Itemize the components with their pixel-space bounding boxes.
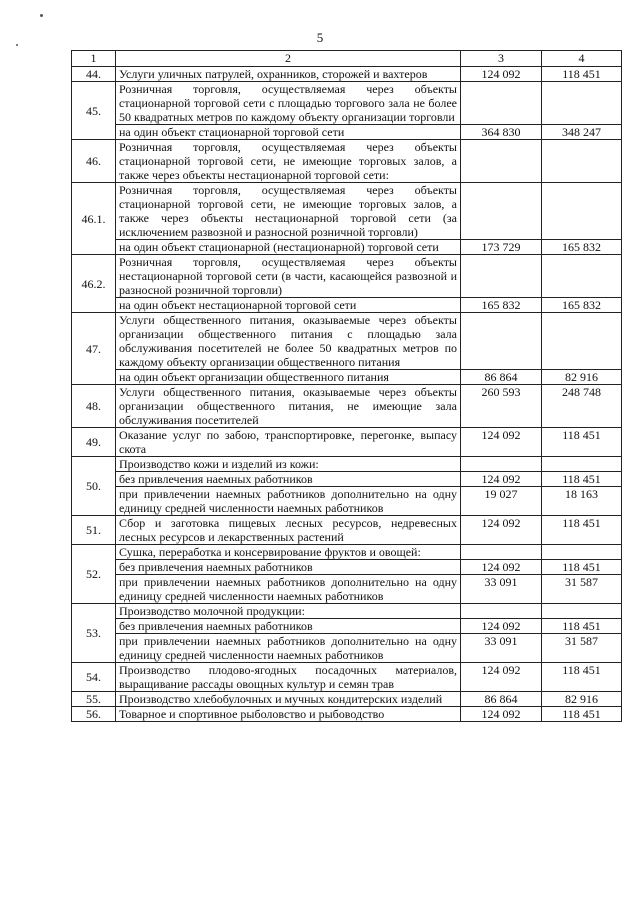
table-row: [72, 545, 622, 560]
row-description: на один объект стационарной торговой сети: [116, 125, 461, 140]
row-value-col3: [461, 255, 542, 298]
table-row: [72, 67, 622, 82]
table-row: [72, 692, 622, 707]
row-value-col3: 124 092: [461, 707, 542, 722]
row-description: Сушка, переработка и консервирование фруктов и овощей:: [116, 545, 461, 560]
row-value-col4: 118 451: [542, 428, 622, 457]
page-number: 5: [316, 30, 324, 45]
row-description: Услуги общественного питания, оказываемые через объекты организации общественного питания с площадью зала обслуживания посетителей не более 50 квадратных метров по каждому объекту организации общественного питания: [116, 313, 461, 370]
row-value-col3: 124 092: [461, 428, 542, 457]
row-description: на один объект стационарной (нестационарной) торговой сети: [116, 240, 461, 255]
table-row: [72, 140, 622, 183]
row-number: 54.: [72, 663, 116, 692]
row-value-col3: [461, 457, 542, 472]
row-number: 46.: [72, 140, 116, 183]
row-number: 56.: [72, 707, 116, 722]
table-row: [72, 385, 622, 428]
row-value-col3: [461, 82, 542, 125]
table-row: [72, 516, 622, 545]
row-value-col4: 118 451: [542, 472, 622, 487]
table-row: [72, 575, 622, 604]
row-description: Услуги общественного питания, оказываемые через объекты организации общественного питания, не имеющие зала обслуживания посетителей: [116, 385, 461, 428]
row-value-col4: 118 451: [542, 67, 622, 82]
row-number: 46.2.: [72, 255, 116, 313]
table-row: [72, 634, 622, 663]
scan-speck: [40, 14, 43, 17]
row-value-col4: 165 832: [542, 240, 622, 255]
table-row: [72, 370, 622, 385]
row-value-col4: 248 748: [542, 385, 622, 428]
row-value-col4: 348 247: [542, 125, 622, 140]
row-value-col3: 364 830: [461, 125, 542, 140]
row-description: Розничная торговля, осуществляемая через объекты нестационарной торговой сети (в части, касающейся развозной и разносной розничной торговли): [116, 255, 461, 298]
row-value-col3: 124 092: [461, 67, 542, 82]
row-description: Производство плодово-ягодных посадочных материалов, выращивание рассады овощных культур и семян трав: [116, 663, 461, 692]
row-value-col4: 82 916: [542, 692, 622, 707]
row-description: Товарное и спортивное рыболовство и рыбоводство: [116, 707, 461, 722]
row-value-col3: [461, 545, 542, 560]
row-number: 44.: [72, 67, 116, 82]
row-description: при привлечении наемных работников дополнительно на одну единицу средней численности наемных работников: [116, 634, 461, 663]
row-description: без привлечения наемных работников: [116, 560, 461, 575]
row-value-col3: 124 092: [461, 560, 542, 575]
row-value-col4: 165 832: [542, 298, 622, 313]
row-value-col4: [542, 255, 622, 298]
row-number: 51.: [72, 516, 116, 545]
row-number: 45.: [72, 82, 116, 140]
row-value-col4: 18 163: [542, 487, 622, 516]
table-row: [72, 82, 622, 125]
row-value-col4: [542, 545, 622, 560]
row-description: на один объект нестационарной торговой сети: [116, 298, 461, 313]
row-value-col3: 86 864: [461, 692, 542, 707]
table-row: [72, 487, 622, 516]
row-number: 52.: [72, 545, 116, 604]
row-description: Производство хлебобулочных и мучных кондитерских изделий: [116, 692, 461, 707]
row-value-col4: [542, 457, 622, 472]
row-value-col4: 31 587: [542, 575, 622, 604]
row-value-col3: [461, 183, 542, 240]
row-value-col3: 124 092: [461, 663, 542, 692]
row-value-col4: 118 451: [542, 560, 622, 575]
table-row: [72, 604, 622, 619]
row-value-col3: 124 092: [461, 619, 542, 634]
row-description: Сбор и заготовка пищевых лесных ресурсов, недревесных лесных ресурсов и лекарственных растений: [116, 516, 461, 545]
row-description: без привлечения наемных работников: [116, 619, 461, 634]
table-row: [72, 619, 622, 634]
row-value-col4: 118 451: [542, 619, 622, 634]
table-row: [72, 560, 622, 575]
row-value-col3: 173 729: [461, 240, 542, 255]
row-number: 55.: [72, 692, 116, 707]
row-number: 49.: [72, 428, 116, 457]
row-value-col4: [542, 604, 622, 619]
table-row: [72, 183, 622, 240]
row-value-col4: 31 587: [542, 634, 622, 663]
table-row: [72, 240, 622, 255]
row-description: на один объект организации общественного питания: [116, 370, 461, 385]
row-description: Услуги уличных патрулей, охранников, сторожей и вахтеров: [116, 67, 461, 82]
row-value-col3: [461, 604, 542, 619]
table-row: [72, 125, 622, 140]
header-col-2: 2: [116, 51, 461, 67]
table-row: [72, 472, 622, 487]
table-row: [72, 313, 622, 370]
row-value-col4: [542, 140, 622, 183]
row-value-col3: 124 092: [461, 472, 542, 487]
row-value-col3: 33 091: [461, 634, 542, 663]
table-row: [72, 298, 622, 313]
row-description: Розничная торговля, осуществляемая через объекты стационарной торговой сети, не имеющие торговых залов, а также через объекты нестационарной торговой сети (за исключением развозной и разносной розничной торговли): [116, 183, 461, 240]
table-row: [72, 457, 622, 472]
row-description: при привлечении наемных работников дополнительно на одну единицу средней численности наемных работников: [116, 487, 461, 516]
row-number: 48.: [72, 385, 116, 428]
row-value-col3: 19 027: [461, 487, 542, 516]
row-description: Производство молочной продукции:: [116, 604, 461, 619]
row-value-col4: 118 451: [542, 663, 622, 692]
table-header-row: [72, 51, 622, 67]
row-value-col3: 260 593: [461, 385, 542, 428]
row-value-col3: [461, 140, 542, 183]
row-value-col3: [461, 313, 542, 370]
row-number: 47.: [72, 313, 116, 385]
tax-rate-table: [71, 50, 622, 722]
row-value-col4: 82 916: [542, 370, 622, 385]
row-value-col4: [542, 82, 622, 125]
row-value-col3: 165 832: [461, 298, 542, 313]
row-value-col4: [542, 313, 622, 370]
row-number: 50.: [72, 457, 116, 516]
header-col-3: 3: [461, 51, 542, 67]
header-col-1: 1: [72, 51, 116, 67]
table-row: [72, 663, 622, 692]
row-number: 46.1.: [72, 183, 116, 255]
table-row: [72, 428, 622, 457]
row-value-col4: [542, 183, 622, 240]
row-description: Оказание услуг по забою, транспортировке, перегонке, выпасу скота: [116, 428, 461, 457]
row-number: 53.: [72, 604, 116, 663]
table-row: [72, 707, 622, 722]
table-row: [72, 255, 622, 298]
row-description: Розничная торговля, осуществляемая через объекты стационарной торговой сети с площадью торгового зала не более 50 квадратных метров по каждому объекту организации торговли: [116, 82, 461, 125]
row-value-col3: 33 091: [461, 575, 542, 604]
row-value-col3: 86 864: [461, 370, 542, 385]
row-description: при привлечении наемных работников дополнительно на одну единицу средней численности наемных работников: [116, 575, 461, 604]
header-col-4: 4: [542, 51, 622, 67]
row-value-col3: 124 092: [461, 516, 542, 545]
row-description: без привлечения наемных работников: [116, 472, 461, 487]
row-value-col4: 118 451: [542, 707, 622, 722]
row-value-col4: 118 451: [542, 516, 622, 545]
row-description: Розничная торговля, осуществляемая через объекты стационарной торговой сети, не имеющие торговых залов, а также через объекты нестационарной торговой сети:: [116, 140, 461, 183]
row-description: Производство кожи и изделий из кожи:: [116, 457, 461, 472]
